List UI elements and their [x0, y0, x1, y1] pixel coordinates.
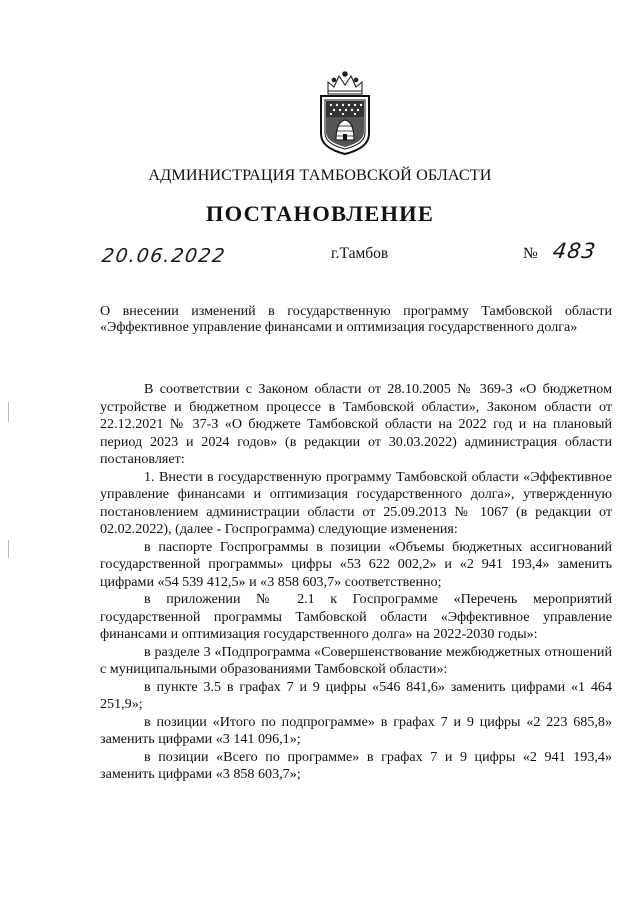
paragraph: в пункте 3.5 в графах 7 и 9 цифры «546 841,6» заменить цифрами «1 464 251,9»; [100, 678, 612, 712]
organization-name: АДМИНИСТРАЦИЯ ТАМБОВСКОЙ ОБЛАСТИ [148, 166, 492, 184]
document-type-title: ПОСТАНОВЛЕНИЕ [205, 201, 435, 226]
paragraph: в разделе 3 «Подпрограмма «Совершенствование межбюджетных отношений с муниципальными образованиями Тамбовской области»: [100, 643, 612, 677]
number-sign: № [523, 245, 538, 262]
document-subject: О внесении изменений в государственную программу Тамбовской области «Эффективное управление финансами и оптимизация государственного долга» [100, 303, 612, 335]
scan-margin-mark [8, 402, 9, 422]
scan-margin-mark [8, 540, 9, 558]
handwritten-document-number: 483 [551, 239, 598, 263]
document-body [100, 381, 612, 784]
city-name: г.Тамбов [331, 245, 389, 262]
paragraph: в позиции «Итого по подпрограмме» в графах 7 и 9 цифры «2 223 685,8» заменить цифрами «3 141 096,1»; [100, 713, 612, 747]
paragraph: в паспорте Госпрограммы в позиции «Объемы бюджетных ассигнований государственной программы» цифры «53 622 002,2» и «2 941 193,4» заменить цифрами «54 539 412,5» и «3 858 603,7» соответственно; [100, 538, 612, 590]
paragraph: 1. Внести в государственную программу Тамбовской области «Эффективное управление финансами и оптимизация государственного долга», утвержденную постановлением администрации области от 25.09.2013 № 1067 (в редакции от 02.02.2022), (далее - Госпрограмма) следующие изменения: [100, 468, 612, 537]
paragraph: в позиции «Всего по программе» в графах 7 и 9 цифры «2 941 193,4» заменить цифрами «3 858 603,7»; [100, 748, 612, 782]
coat-of-arms-icon [316, 68, 374, 156]
paragraph: В соответствии с Законом области от 28.10.2005 № 369-З «О бюджетном устройстве и бюджетном процессе в Тамбовской области», Законом области от 22.12.2021 № 37-З «О бюджете Тамбовской области на 2022 год и на плановый период 2023 и 2024 годов» (в редакции от 30.03.2022) администрация области постановляет: [100, 381, 612, 467]
paragraph: в приложении № 2.1 к Госпрограмме «Перечень мероприятий государственной программы Тамбовской области «Эффективное управление финансами и оптимизация государственного долга» на 2022-2030 годы»: [100, 591, 612, 642]
handwritten-date: 20.06.2022 [100, 245, 228, 267]
